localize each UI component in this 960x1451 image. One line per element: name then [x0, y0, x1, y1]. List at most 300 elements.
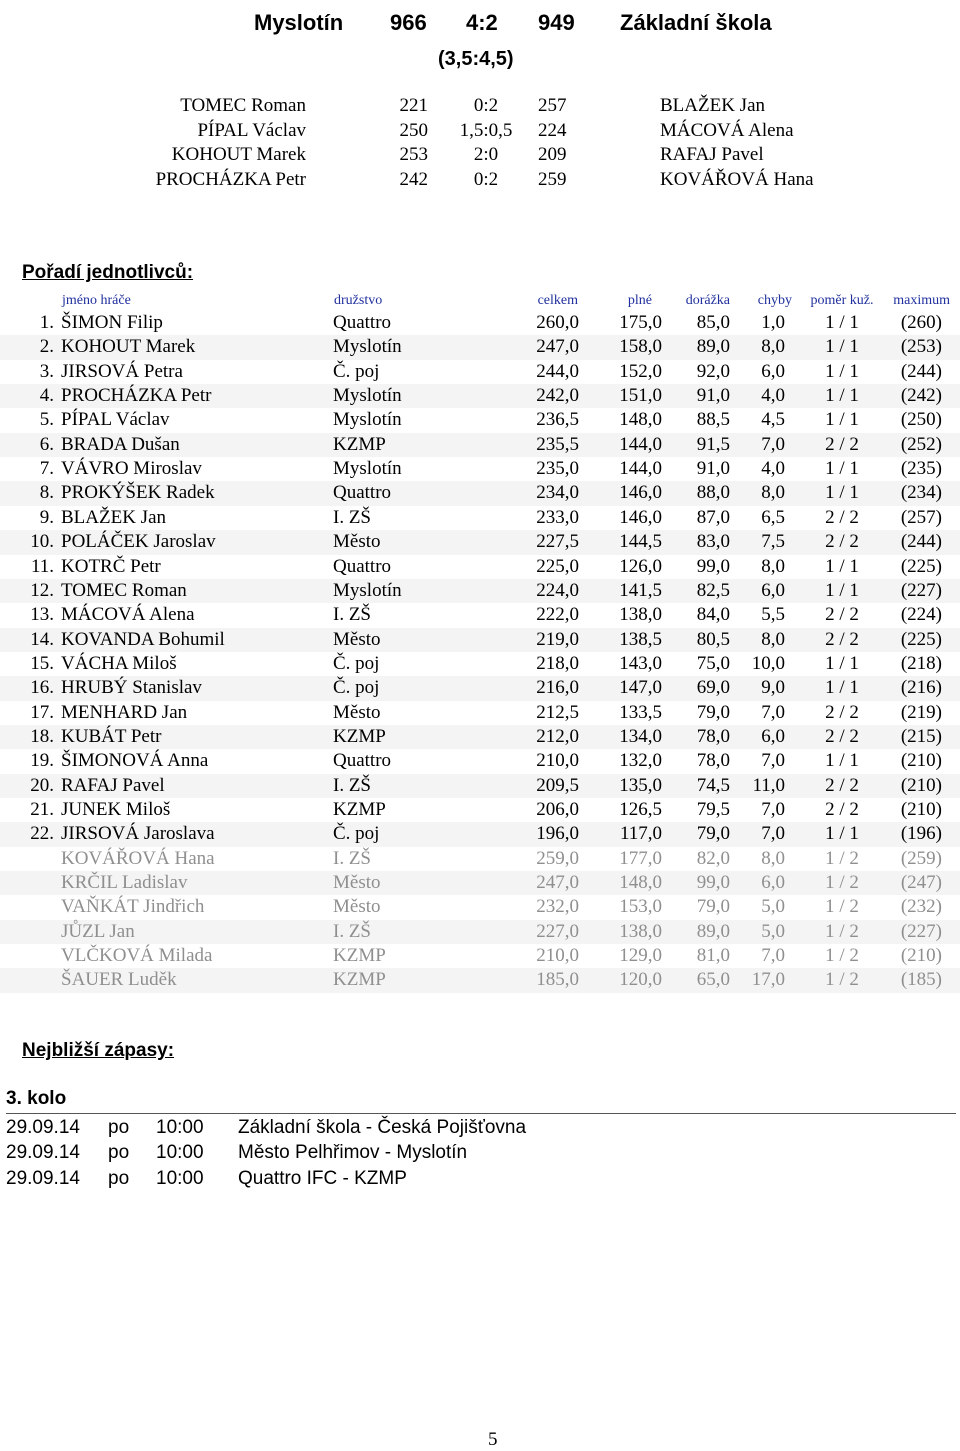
- row-errors: 8,0: [761, 336, 785, 358]
- row-ratio: 2 / 2: [825, 531, 859, 553]
- row-team: Město: [333, 896, 381, 918]
- row-clear: 78,0: [696, 725, 730, 747]
- match-date: 29.09.14: [6, 1142, 80, 1163]
- row-max: (235): [900, 458, 942, 480]
- row-max: (210): [900, 799, 942, 820]
- row-errors: 5,0: [761, 920, 785, 942]
- row-total: 242,0: [536, 385, 579, 407]
- row-full: 135,0: [619, 774, 662, 796]
- col-full: plné: [627, 293, 652, 308]
- row-ratio: 2 / 2: [825, 799, 859, 820]
- game-away-player: RAFAJ Pavel: [660, 144, 764, 165]
- row-errors: 7,0: [761, 433, 785, 455]
- game-home-score: 253: [399, 144, 428, 165]
- upcoming-title: Nejbližší zápasy:: [22, 1040, 175, 1061]
- row-team: I. ZŠ: [333, 774, 371, 796]
- col-total: celkem: [537, 293, 578, 308]
- row-player: JUNEK Miloš: [61, 799, 171, 820]
- row-team: I. ZŠ: [333, 847, 371, 869]
- row-clear: 79,0: [696, 701, 730, 723]
- game-away-score: 224: [538, 120, 567, 141]
- row-team: Město: [333, 628, 381, 650]
- round-label: 3. kolo: [6, 1088, 67, 1109]
- row-full: 134,0: [619, 725, 662, 747]
- row-clear: 91,0: [696, 385, 730, 407]
- row-full: 138,5: [619, 628, 662, 650]
- row-max: (219): [900, 701, 942, 723]
- ranking-row: [0, 701, 960, 725]
- row-total: 218,0: [536, 652, 579, 674]
- ranking-row: [0, 579, 960, 603]
- row-clear: 78,0: [696, 750, 730, 772]
- row-total: 235,5: [536, 433, 579, 455]
- row-max: (252): [900, 433, 942, 455]
- row-clear: 69,0: [696, 677, 730, 699]
- row-ratio: 1 / 2: [825, 847, 859, 869]
- row-errors: 5,0: [761, 896, 785, 918]
- match-day: po: [108, 1168, 130, 1189]
- ranking-row: [0, 871, 960, 895]
- row-rank: 21.: [30, 799, 54, 820]
- row-max: (244): [900, 360, 942, 382]
- row-total: 225,0: [536, 555, 579, 577]
- row-team: Quattro: [333, 555, 392, 577]
- row-max: (250): [900, 409, 942, 431]
- row-team: Město: [333, 531, 381, 553]
- row-player: JŮZL Jan: [61, 920, 135, 942]
- row-ratio: 1 / 1: [825, 312, 859, 333]
- row-full: 143,0: [619, 652, 662, 674]
- row-rank: 15.: [30, 652, 54, 674]
- col-team: družstvo: [334, 293, 383, 308]
- row-total: 216,0: [536, 677, 579, 699]
- row-max: (215): [900, 725, 942, 747]
- row-errors: 8,0: [761, 628, 785, 650]
- row-full: 152,0: [619, 360, 662, 382]
- row-full: 126,0: [619, 555, 662, 577]
- row-rank: 4.: [39, 385, 54, 407]
- row-player: JIRSOVÁ Jaroslava: [61, 823, 215, 845]
- row-full: 146,0: [619, 482, 662, 504]
- row-ratio: 2 / 2: [825, 506, 859, 528]
- row-team: Město: [333, 872, 381, 894]
- round-divider: [6, 1113, 956, 1114]
- ranking-row: [0, 676, 960, 700]
- row-max: (227): [900, 920, 942, 942]
- row-errors: 10,0: [751, 652, 785, 674]
- match-teams: Město Pelhřimov - Myslotín: [238, 1142, 468, 1163]
- row-errors: 7,0: [761, 823, 785, 845]
- row-total: 260,0: [536, 312, 579, 333]
- row-player: POLÁČEK Jaroslav: [61, 531, 216, 553]
- row-errors: 6,5: [761, 506, 785, 528]
- row-total: 235,0: [536, 458, 579, 480]
- row-max: (216): [900, 677, 942, 699]
- ranking-row: [0, 335, 960, 359]
- row-errors: 17,0: [751, 969, 785, 991]
- match-day: po: [108, 1142, 130, 1163]
- row-total: 212,5: [536, 701, 579, 723]
- row-player: KOHOUT Marek: [61, 336, 196, 358]
- row-full: 144,0: [619, 433, 662, 455]
- row-rank: 8.: [39, 482, 54, 504]
- row-max: (210): [900, 750, 942, 772]
- game-points: 0:2: [473, 169, 499, 190]
- row-team: KZMP: [333, 725, 386, 747]
- row-rank: 19.: [30, 750, 54, 772]
- row-rank: 16.: [30, 677, 54, 699]
- row-max: (210): [900, 774, 942, 796]
- row-errors: 6,0: [761, 360, 785, 382]
- row-ratio: 1 / 1: [825, 360, 859, 382]
- game-points: 2:0: [473, 144, 499, 165]
- ranking-row: [0, 530, 960, 554]
- row-ratio: 1 / 1: [825, 579, 859, 601]
- row-errors: 7,5: [761, 531, 785, 553]
- row-rank: 17.: [30, 701, 54, 723]
- row-team: Č. poj: [333, 652, 380, 674]
- row-player: KUBÁT Petr: [61, 725, 162, 747]
- ranking-row: [0, 457, 960, 481]
- row-team: Myslotín: [333, 385, 402, 407]
- row-rank: 3.: [39, 360, 54, 382]
- row-errors: 5,5: [761, 604, 785, 626]
- row-clear: 65,0: [696, 969, 730, 991]
- row-total: 236,5: [536, 409, 579, 431]
- away-total: 949: [538, 10, 575, 35]
- ranking-row: [0, 555, 960, 579]
- row-player: KOVÁŘOVÁ Hana: [61, 847, 215, 869]
- match-time: 10:00: [156, 1168, 204, 1189]
- row-ratio: 1 / 1: [825, 336, 859, 358]
- row-ratio: 2 / 2: [825, 725, 859, 747]
- row-full: 120,0: [619, 969, 662, 991]
- row-total: 206,0: [536, 799, 579, 820]
- row-clear: 92,0: [696, 360, 730, 382]
- row-player: KOVANDA Bohumil: [61, 628, 225, 650]
- row-full: 138,0: [619, 920, 662, 942]
- row-player: VÁCHA Miloš: [61, 652, 177, 674]
- row-clear: 88,0: [696, 482, 730, 504]
- row-rank: 20.: [30, 774, 54, 796]
- row-team: I. ZŠ: [333, 506, 371, 528]
- ranking-row: [0, 433, 960, 457]
- row-player: MENHARD Jan: [61, 701, 188, 723]
- row-team: KZMP: [333, 945, 386, 967]
- row-rank: 10.: [30, 531, 54, 553]
- row-total: 210,0: [536, 945, 579, 967]
- row-clear: 74,5: [696, 774, 730, 796]
- row-ratio: 2 / 2: [825, 774, 859, 796]
- row-ratio: 1 / 1: [825, 555, 859, 577]
- ranking-row: [0, 408, 960, 432]
- ranking-row: [0, 481, 960, 505]
- row-full: 148,0: [619, 409, 662, 431]
- row-rank: 14.: [30, 628, 54, 650]
- row-clear: 99,0: [696, 555, 730, 577]
- row-errors: 4,5: [761, 409, 785, 431]
- col-max: maximum: [893, 293, 950, 308]
- row-full: 126,5: [619, 799, 662, 820]
- row-max: (210): [900, 945, 942, 967]
- row-max: (253): [900, 336, 942, 358]
- row-total: 196,0: [536, 823, 579, 845]
- row-max: (257): [900, 506, 942, 528]
- row-team: Č. poj: [333, 360, 380, 382]
- row-total: 244,0: [536, 360, 579, 382]
- row-total: 185,0: [536, 969, 579, 991]
- row-errors: 7,0: [761, 799, 785, 820]
- row-errors: 9,0: [761, 677, 785, 699]
- row-ratio: 1 / 2: [825, 969, 859, 991]
- row-rank: 22.: [30, 823, 54, 845]
- row-player: KOTRČ Petr: [61, 555, 161, 577]
- row-player: JIRSOVÁ Petra: [61, 360, 183, 382]
- row-clear: 80,5: [696, 628, 730, 650]
- row-rank: 1.: [39, 312, 54, 333]
- row-team: Quattro: [333, 312, 392, 333]
- row-full: 153,0: [619, 896, 662, 918]
- row-ratio: 1 / 2: [825, 920, 859, 942]
- game-away-player: MÁCOVÁ Alena: [660, 120, 794, 141]
- row-rank: 5.: [39, 409, 54, 431]
- row-team: KZMP: [333, 433, 386, 455]
- row-total: 224,0: [536, 579, 579, 601]
- row-player: MÁCOVÁ Alena: [61, 604, 195, 626]
- row-full: 144,5: [619, 531, 662, 553]
- row-team: Myslotín: [333, 458, 402, 480]
- ranking-row: [0, 798, 960, 822]
- game-away-player: KOVÁŘOVÁ Hana: [660, 169, 814, 190]
- row-max: (260): [900, 312, 942, 333]
- row-player: ŠAUER Luděk: [61, 969, 177, 991]
- row-clear: 99,0: [696, 872, 730, 894]
- row-max: (244): [900, 531, 942, 553]
- ranking-row: [0, 847, 960, 871]
- row-total: 259,0: [536, 847, 579, 869]
- sub-result: (3,5:4,5): [438, 48, 514, 70]
- row-ratio: 2 / 2: [825, 628, 859, 650]
- row-max: (242): [900, 385, 942, 407]
- row-clear: 91,0: [696, 458, 730, 480]
- row-max: (227): [900, 579, 942, 601]
- row-full: 175,0: [619, 312, 662, 333]
- row-ratio: 1 / 1: [825, 385, 859, 407]
- row-full: 147,0: [619, 677, 662, 699]
- row-team: Quattro: [333, 750, 392, 772]
- game-home-player: PROCHÁZKA Petr: [155, 169, 306, 190]
- row-team: KZMP: [333, 969, 386, 991]
- row-ratio: 2 / 2: [825, 433, 859, 455]
- ranking-row: [0, 384, 960, 408]
- ranking-row: [0, 749, 960, 773]
- row-clear: 83,0: [696, 531, 730, 553]
- match-day: po: [108, 1117, 130, 1138]
- row-player: BLAŽEK Jan: [61, 506, 167, 528]
- row-rank: 7.: [39, 458, 54, 480]
- game-points: 0:2: [473, 95, 499, 116]
- row-clear: 89,0: [696, 336, 730, 358]
- match-time: 10:00: [156, 1117, 204, 1138]
- row-full: 177,0: [619, 847, 662, 869]
- match-date: 29.09.14: [6, 1117, 80, 1138]
- row-clear: 88,5: [696, 409, 730, 431]
- ranking-row: [0, 506, 960, 530]
- row-ratio: 1 / 2: [825, 896, 859, 918]
- game-home-player: TOMEC Roman: [180, 95, 306, 116]
- row-total: 209,5: [536, 774, 579, 796]
- row-total: 227,0: [536, 920, 579, 942]
- row-max: (247): [900, 872, 942, 894]
- row-clear: 91,5: [696, 433, 730, 455]
- row-errors: 8,0: [761, 482, 785, 504]
- home-total: 966: [390, 10, 427, 35]
- row-rank: 2.: [39, 336, 54, 358]
- row-ratio: 1 / 1: [825, 823, 859, 845]
- row-ratio: 1 / 2: [825, 872, 859, 894]
- row-clear: 89,0: [696, 920, 730, 942]
- row-rank: 11.: [30, 555, 54, 577]
- row-player: BRADA Dušan: [61, 433, 180, 455]
- row-ratio: 1 / 1: [825, 409, 859, 431]
- row-total: 219,0: [536, 628, 579, 650]
- game-away-score: 209: [538, 144, 567, 165]
- row-ratio: 1 / 2: [825, 945, 859, 967]
- row-ratio: 2 / 2: [825, 701, 859, 723]
- row-team: I. ZŠ: [333, 920, 371, 942]
- row-team: Č. poj: [333, 823, 380, 845]
- row-rank: 13.: [30, 604, 54, 626]
- row-errors: 1,0: [761, 312, 785, 333]
- row-total: 234,0: [536, 482, 579, 504]
- home-team: Myslotín: [254, 10, 344, 35]
- upcoming-match: [0, 1115, 960, 1141]
- row-total: 232,0: [536, 896, 579, 918]
- ranking-row: [0, 920, 960, 944]
- game-home-score: 242: [399, 169, 428, 190]
- ranking-row: [0, 311, 960, 335]
- row-clear: 82,0: [696, 847, 730, 869]
- row-ratio: 1 / 1: [825, 750, 859, 772]
- row-player: KRČIL Ladislav: [61, 872, 188, 894]
- row-full: 133,5: [619, 701, 662, 723]
- row-total: 210,0: [536, 750, 579, 772]
- away-team: Základní škola: [620, 10, 772, 35]
- ranking-row: [0, 360, 960, 384]
- match-teams: Quattro IFC - KZMP: [238, 1168, 407, 1189]
- ranking-row: [0, 774, 960, 798]
- ranking-row: [0, 968, 960, 992]
- row-total: 222,0: [536, 604, 579, 626]
- row-ratio: 1 / 1: [825, 677, 859, 699]
- ranking-row: [0, 944, 960, 968]
- row-player: TOMEC Roman: [61, 579, 187, 601]
- page-number: 5: [488, 1429, 498, 1450]
- ranking-row: [0, 725, 960, 749]
- row-rank: 6.: [39, 433, 54, 455]
- match-teams: Základní škola - Česká Pojišťovna: [238, 1117, 527, 1138]
- row-errors: 8,0: [761, 555, 785, 577]
- match-date: 29.09.14: [6, 1168, 80, 1189]
- row-total: 247,0: [536, 872, 579, 894]
- row-team: Quattro: [333, 482, 392, 504]
- row-clear: 81,0: [696, 945, 730, 967]
- ranking-row: [0, 628, 960, 652]
- row-rank: 9.: [39, 506, 54, 528]
- ranking-row: [0, 652, 960, 676]
- row-team: Myslotín: [333, 409, 402, 431]
- row-clear: 87,0: [696, 506, 730, 528]
- row-player: HRUBÝ Stanislav: [61, 677, 202, 699]
- row-max: (225): [900, 628, 942, 650]
- game-away-score: 257: [538, 95, 567, 116]
- row-max: (218): [900, 652, 942, 674]
- row-clear: 79,0: [696, 896, 730, 918]
- row-ratio: 2 / 2: [825, 604, 859, 626]
- row-max: (196): [900, 823, 942, 845]
- row-team: Město: [333, 701, 381, 723]
- row-errors: 7,0: [761, 701, 785, 723]
- row-player: PROCHÁZKA Petr: [61, 385, 212, 407]
- col-errors: chyby: [757, 293, 792, 308]
- ranking-row: [0, 603, 960, 627]
- row-rank: 12.: [30, 579, 54, 601]
- row-full: 141,5: [619, 579, 662, 601]
- row-clear: 79,0: [696, 823, 730, 845]
- row-max: (224): [900, 604, 942, 626]
- row-team: Č. poj: [333, 677, 380, 699]
- row-max: (234): [900, 482, 942, 504]
- match-result: 4:2: [466, 10, 498, 35]
- row-errors: 4,0: [761, 458, 785, 480]
- row-max: (185): [900, 969, 942, 991]
- row-errors: 6,0: [761, 579, 785, 601]
- ranking-row: [0, 822, 960, 846]
- row-player: ŠIMONOVÁ Anna: [61, 750, 209, 772]
- row-max: (225): [900, 555, 942, 577]
- row-errors: 8,0: [761, 847, 785, 869]
- upcoming-match: [0, 1166, 960, 1192]
- row-team: Myslotín: [333, 336, 402, 358]
- row-full: 132,0: [619, 750, 662, 772]
- row-max: (232): [900, 896, 942, 918]
- row-full: 144,0: [619, 458, 662, 480]
- row-clear: 84,0: [696, 604, 730, 626]
- row-full: 151,0: [619, 385, 662, 407]
- row-player: ŠIMON Filip: [61, 312, 163, 333]
- row-player: VLČKOVÁ Milada: [61, 945, 213, 967]
- row-clear: 75,0: [696, 652, 730, 674]
- game-home-score: 250: [399, 120, 428, 141]
- row-team: I. ZŠ: [333, 604, 371, 626]
- row-full: 158,0: [619, 336, 662, 358]
- game-home-score: 221: [399, 95, 428, 116]
- row-clear: 79,5: [696, 799, 730, 820]
- row-errors: 6,0: [761, 872, 785, 894]
- row-ratio: 1 / 1: [825, 482, 859, 504]
- row-total: 247,0: [536, 336, 579, 358]
- game-home-player: PÍPAL Václav: [197, 120, 306, 141]
- row-team: Myslotín: [333, 579, 402, 601]
- row-full: 138,0: [619, 604, 662, 626]
- row-clear: 82,5: [696, 579, 730, 601]
- game-home-player: KOHOUT Marek: [171, 144, 306, 165]
- game-away-player: BLAŽEK Jan: [660, 95, 766, 116]
- row-full: 148,0: [619, 872, 662, 894]
- row-errors: 6,0: [761, 725, 785, 747]
- row-player: VÁVRO Miroslav: [61, 458, 202, 480]
- row-player: PÍPAL Václav: [61, 409, 170, 431]
